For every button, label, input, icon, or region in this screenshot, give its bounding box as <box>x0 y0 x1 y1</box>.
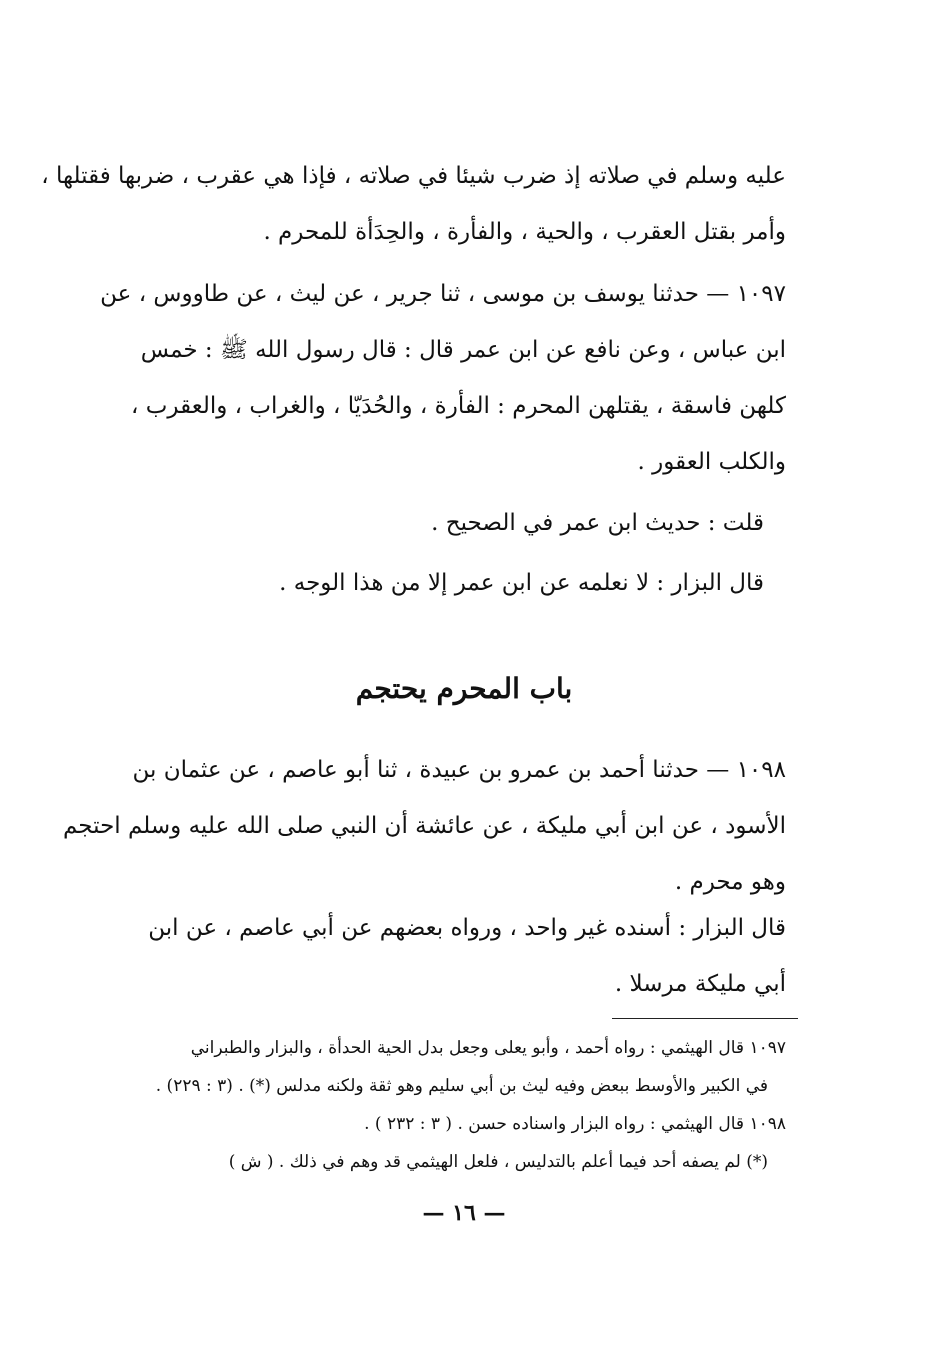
chapter-heading: باب المحرم يحتجم <box>355 672 573 705</box>
text-line: قال البزار : أسنده غير واحد ، ورواه بعضهم عن أبي عاصم ، عن ابن <box>148 915 786 941</box>
qult-note: قلت : حديث ابن عمر في الصحيح . <box>431 510 764 536</box>
footnote-1097-continued: في الكبير والأوسط ببعض وفيه ليث بن أبي سليم وهو ثقة ولكنه مدلس (*) . (٣ : ٢٢٩) . <box>155 1076 768 1096</box>
footnote-1097: ١٠٩٧ قال الهيثمي : رواه أحمد ، وأبو يعلى وجعل بدل الحية الحدأة ، والبزار والطبراني <box>190 1038 786 1058</box>
text-line: عليه وسلم في صلاته إذ ضرب شيئا في صلاته ، فإذا هي عقرب ، ضربها فقتلها ، <box>41 163 786 189</box>
bazzar-note-1097: قال البزار : لا نعلمه عن ابن عمر إلا من هذا الوجه . <box>279 570 764 596</box>
text-line: الأسود ، عن ابن أبي مليكة ، عن عائشة أن النبي صلى الله عليه وسلم احتجم <box>62 813 786 839</box>
text-line: ١٠٩٧ — حدثنا يوسف بن موسى ، ثنا جرير ، عن ليث ، عن طاووس ، عن <box>100 281 786 307</box>
footnote-1098: ١٠٩٨ قال الهيثمي : رواه البزار واسناده حسن . ( ٣ : ٢٣٢ ) . <box>364 1114 786 1134</box>
text-line: وهو محرم . <box>674 869 786 895</box>
footnote-editor-note: (*) لم يصفه أحد فيما أعلم بالتدليس ، فلعل الهيثمي قد وهم في ذلك . ( ش ) <box>228 1152 768 1172</box>
hadith-1097-paragraph <box>100 266 786 490</box>
bazzar-note-1098 <box>136 900 786 1012</box>
opening-paragraph <box>41 148 786 260</box>
text-line: كلهن فاسقة ، يقتلهن المحرم : الفأرة ، والحُدَيّا ، والغراب ، والعقرب ، <box>131 393 786 419</box>
text-line: أبي مليكة مرسلا . <box>614 971 786 997</box>
text-line: ابن عباس ، وعن نافع عن ابن عمر قال : قال رسول الله ﷺ : خمس <box>140 337 786 363</box>
text-line: ١٠٩٨ — حدثنا أحمد بن عمرو بن عبيدة ، ثنا أبو عاصم ، عن عثمان بن <box>132 757 786 783</box>
hadith-1098-paragraph <box>62 742 786 910</box>
page-number: — ١٦ — <box>422 1200 506 1226</box>
text-line: والكلب العقور . <box>637 449 786 475</box>
text-line: وأمر بقتل العقرب ، والحية ، والفأرة ، والحِدَأة للمحرم . <box>263 219 786 245</box>
footnote-separator <box>612 1018 798 1019</box>
